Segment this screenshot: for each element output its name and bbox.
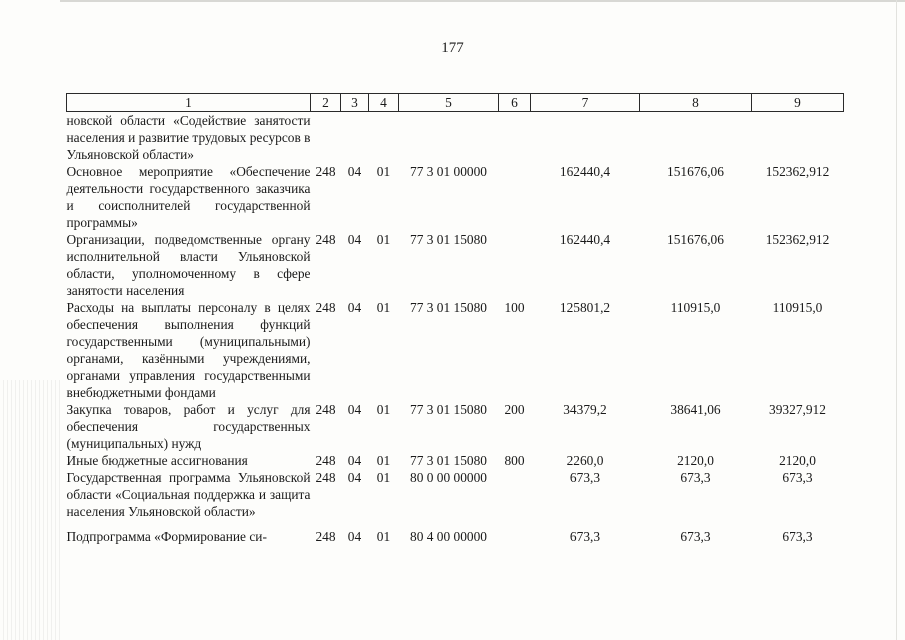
row-name: Государственная программа Ульяновской области «Социальная поддержка и защита населения Ульяновской области» xyxy=(66,470,311,519)
row-code-5 xyxy=(399,112,499,164)
row-value-9: 673,3 xyxy=(782,470,813,485)
row-code-2: 248 xyxy=(315,529,336,544)
row-value-8: 673,3 xyxy=(680,470,711,485)
row-code-6: 800 xyxy=(504,453,525,468)
row-code-3: 04 xyxy=(347,232,362,247)
row-value-8: 673,3 xyxy=(680,529,711,544)
row-code-5: 80 0 00 00000 xyxy=(410,470,487,485)
row-value-7: 673,3 xyxy=(569,470,601,485)
row-code-4: 01 xyxy=(376,300,391,315)
row-code-6 xyxy=(499,469,531,520)
row-code-3: 04 xyxy=(347,453,362,468)
row-value-7 xyxy=(531,112,640,164)
page-number: 177 xyxy=(441,40,464,56)
row-code-5: 80 4 00 00000 xyxy=(410,529,487,544)
row-value-9: 152362,912 xyxy=(765,232,830,247)
row-name: Подпрограмма «Формирование си- xyxy=(66,529,267,544)
row-value-9: 673,3 xyxy=(782,529,813,544)
row-code-3: 04 xyxy=(347,529,362,544)
row-code-2: 248 xyxy=(315,453,336,468)
scan-edge-top xyxy=(60,0,905,2)
row-code-3: 04 xyxy=(347,300,362,315)
row-code-6 xyxy=(499,520,531,545)
row-value-7: 125801,2 xyxy=(559,300,611,315)
row-value-9: 152362,912 xyxy=(765,164,830,179)
row-value-8: 151676,06 xyxy=(667,164,724,179)
row-value-9 xyxy=(752,112,844,164)
table-header-row xyxy=(67,94,844,112)
table-row xyxy=(67,469,844,520)
row-code-4: 01 xyxy=(376,164,391,179)
row-value-9: 110915,0 xyxy=(772,300,823,315)
row-code-5: 77 3 01 15080 xyxy=(410,300,487,315)
column-header-9: 9 xyxy=(752,94,844,112)
row-value-8: 110915,0 xyxy=(670,300,721,315)
scan-noise-left xyxy=(0,380,60,640)
row-name: Иные бюджетные ассигнования xyxy=(66,453,248,468)
row-code-3: 04 xyxy=(347,470,362,485)
row-value-9: 2120,0 xyxy=(779,453,816,468)
row-value-8 xyxy=(640,112,752,164)
row-code-4 xyxy=(369,112,399,164)
row-code-6: 100 xyxy=(504,300,525,315)
column-header-4: 4 xyxy=(369,94,399,112)
column-header-7: 7 xyxy=(531,94,640,112)
row-code-4: 01 xyxy=(376,402,391,417)
row-code-5: 77 3 01 15080 xyxy=(410,402,487,417)
row-value-7: 34379,2 xyxy=(563,402,607,417)
row-code-2: 248 xyxy=(315,402,336,417)
row-value-8: 151676,06 xyxy=(667,232,724,247)
budget-table xyxy=(66,93,844,545)
row-code-5: 77 3 01 00000 xyxy=(410,164,487,179)
scan-edge-right xyxy=(896,0,897,640)
row-code-5: 77 3 01 15080 xyxy=(410,453,487,468)
row-code-4: 01 xyxy=(376,453,391,468)
row-name: новской области «Содействие занятости населения и развитие трудовых ресурсов в Ульяновской области» xyxy=(66,113,311,162)
row-code-6: 200 xyxy=(504,402,525,417)
row-code-5: 77 3 01 15080 xyxy=(410,232,487,247)
row-code-2: 248 xyxy=(315,300,336,315)
table-row xyxy=(67,231,844,299)
row-code-3 xyxy=(341,112,369,164)
row-value-7: 162440,4 xyxy=(559,232,611,247)
table-row xyxy=(67,299,844,401)
table-row xyxy=(67,163,844,231)
row-code-6 xyxy=(499,112,531,164)
table-row xyxy=(67,112,844,164)
row-code-4: 01 xyxy=(376,232,391,247)
row-code-3: 04 xyxy=(347,402,362,417)
column-header-8: 8 xyxy=(640,94,752,112)
column-header-5: 5 xyxy=(399,94,499,112)
column-header-2: 2 xyxy=(311,94,341,112)
row-value-7: 673,3 xyxy=(569,529,601,544)
row-code-2 xyxy=(311,112,341,164)
table-row xyxy=(67,452,844,469)
column-header-6: 6 xyxy=(499,94,531,112)
row-name: Организации, подведомственные органу исполнительной власти Ульяновской области, уполномоченному в сфере занятости населения xyxy=(66,232,311,298)
row-value-8: 38641,06 xyxy=(670,402,721,417)
row-name: Расходы на выплаты персоналу в целях обеспечения выполнения функций государственными (муниципальными) органами, казёнными учреждениями, органами управления государственными внебюджетными фондами xyxy=(66,300,311,400)
row-code-2: 248 xyxy=(315,232,336,247)
row-code-2: 248 xyxy=(315,470,336,485)
row-value-9: 39327,912 xyxy=(769,402,826,417)
table-row xyxy=(67,401,844,452)
row-value-7: 162440,4 xyxy=(559,164,611,179)
row-code-2: 248 xyxy=(315,164,336,179)
row-code-3: 04 xyxy=(347,164,362,179)
table-row xyxy=(67,520,844,545)
row-code-6 xyxy=(499,163,531,231)
row-name: Основное мероприятие «Обеспечение деятельности государственного заказчика и соисполнителей государственной программы» xyxy=(66,164,311,230)
row-value-8: 2120,0 xyxy=(677,453,714,468)
row-value-7: 2260,0 xyxy=(566,453,604,468)
row-name: Закупка товаров, работ и услуг для обеспечения государственных (муниципальных) нужд xyxy=(66,402,311,451)
row-code-4: 01 xyxy=(376,529,391,544)
column-header-3: 3 xyxy=(341,94,369,112)
row-code-6 xyxy=(499,231,531,299)
column-header-1: 1 xyxy=(67,94,311,112)
row-code-4: 01 xyxy=(376,470,391,485)
